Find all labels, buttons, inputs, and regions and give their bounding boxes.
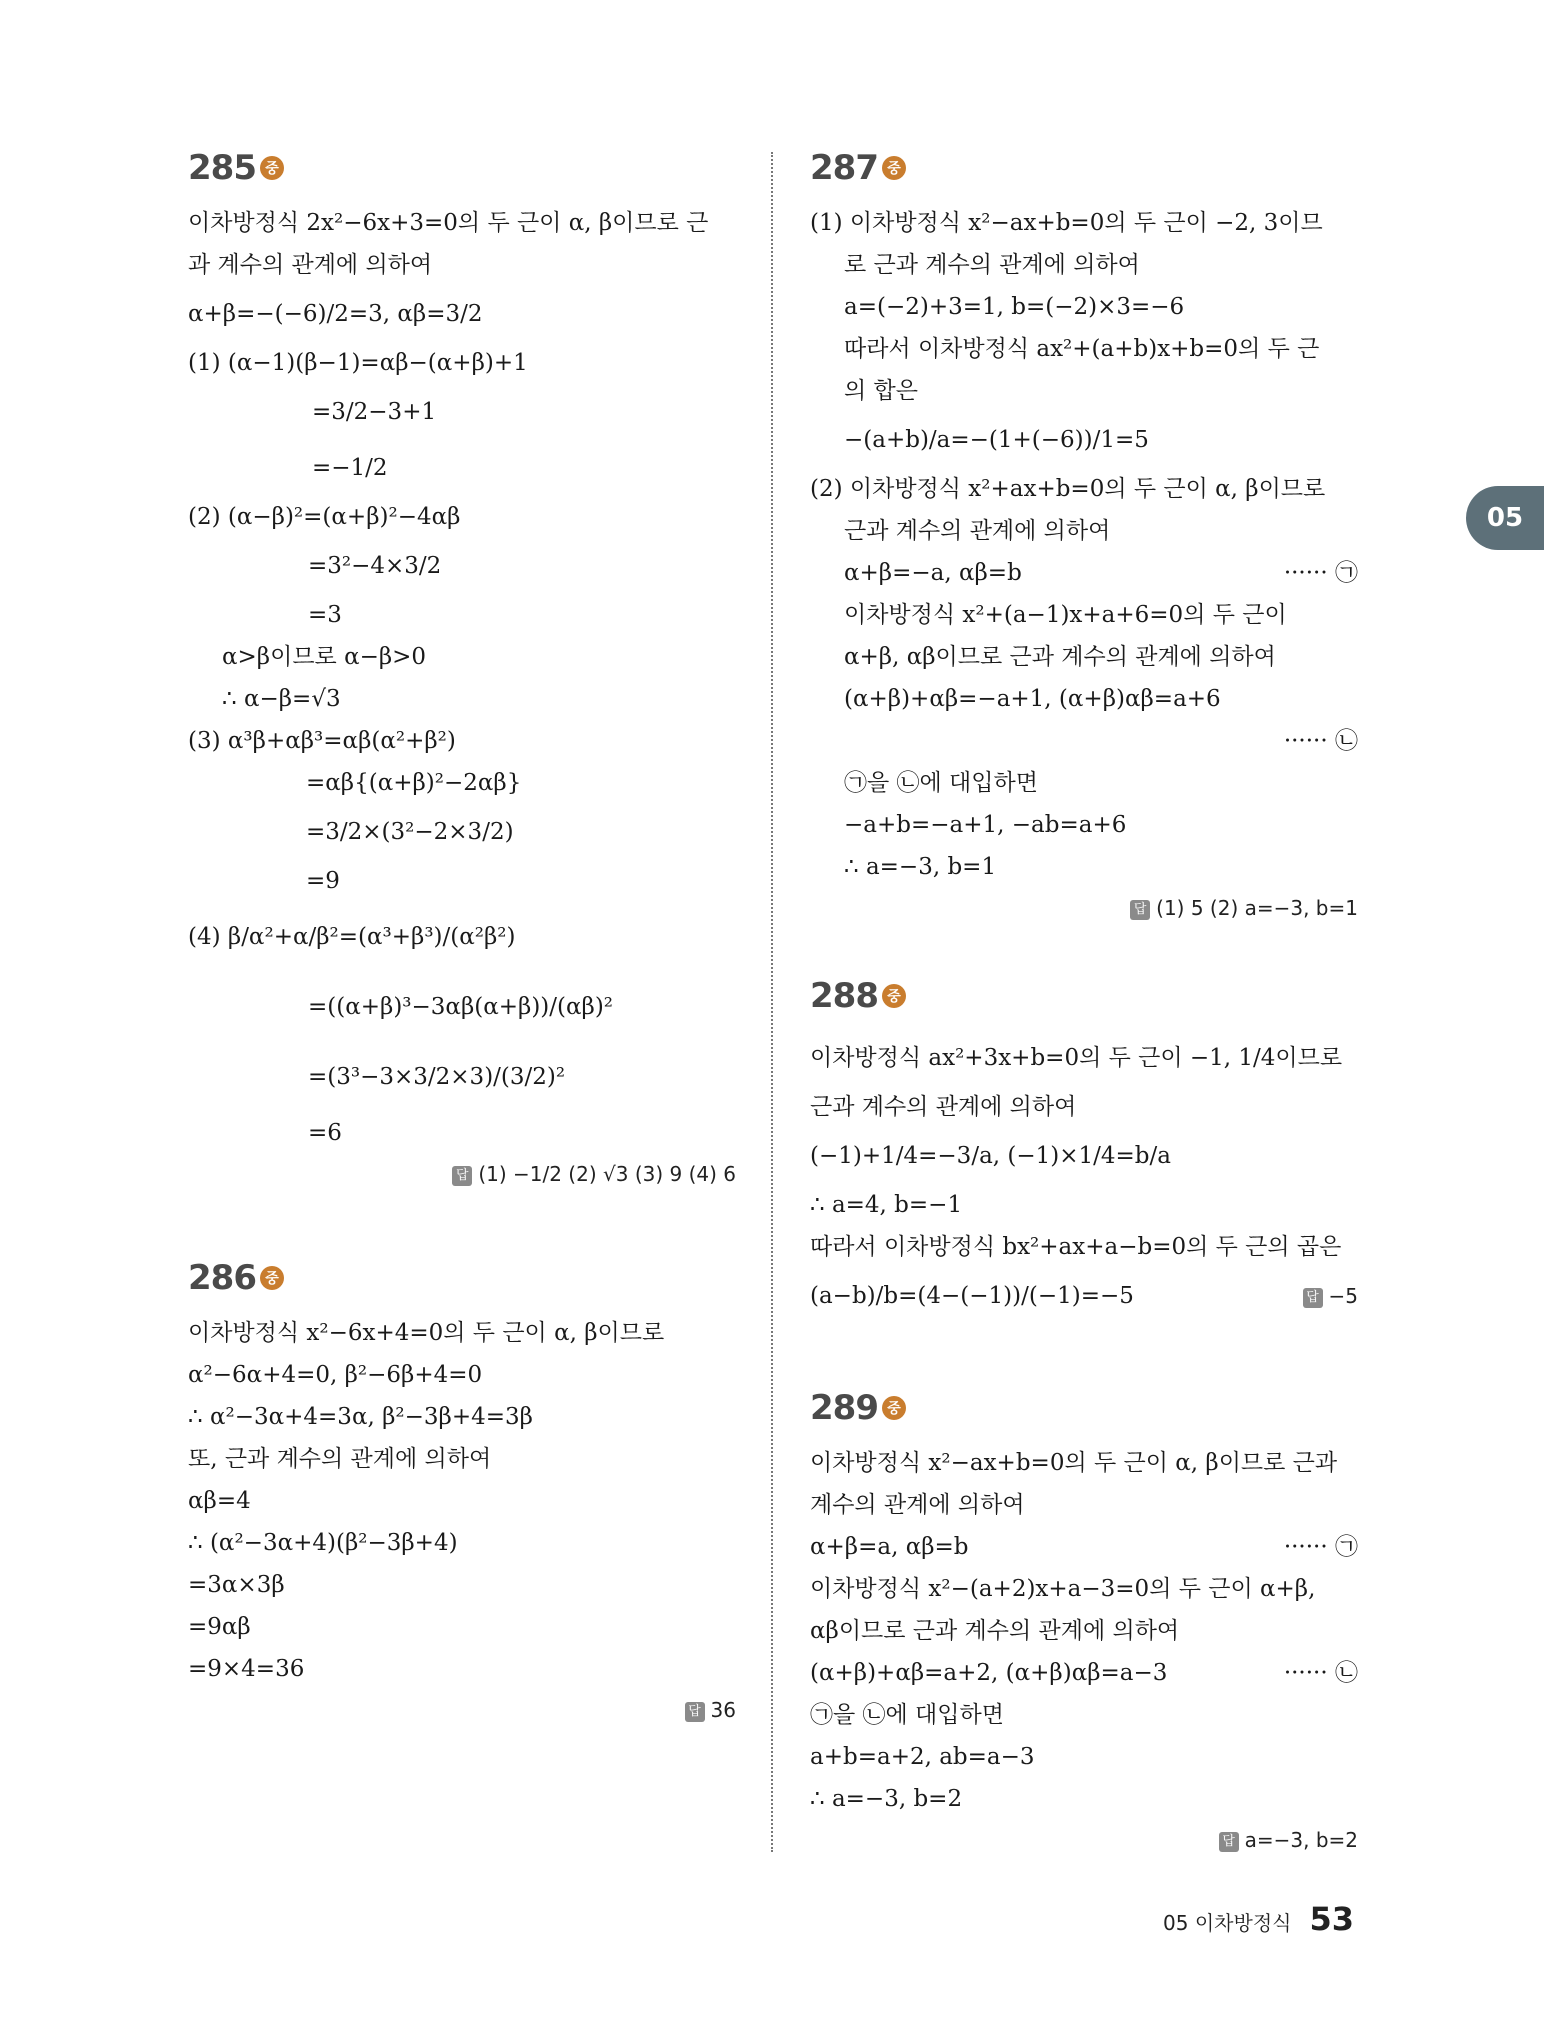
solution-line: ∴ α²−3α+4=3α, β²−3β+4=3β	[188, 1404, 533, 1430]
answer-box	[188, 1690, 736, 1730]
solution-line: 이차방정식 x²−ax+b=0의 두 근이 α, β이므로 근과	[810, 1450, 1338, 1476]
solution-line: 계수의 관계에 의하여	[810, 1492, 1025, 1518]
column-divider	[771, 152, 773, 1852]
left-column	[188, 140, 736, 1730]
equation-mark: ······ ㉡	[1283, 1660, 1358, 1686]
answer-text: (1) −1/2 (2) √3 (3) 9 (4) 6	[478, 1162, 736, 1186]
difficulty-badge: 중	[882, 1396, 906, 1420]
equation: (a−b)/b=(4−(−1))/(−1)=−5	[810, 1283, 1134, 1309]
answer-icon: 답	[685, 1702, 705, 1722]
solution-line	[810, 1652, 1358, 1694]
solution-line: 의 합은	[844, 378, 918, 404]
solution-line: 근과 계수의 관계에 의하여	[844, 518, 1111, 544]
solution-line: 과 계수의 관계에 의하여	[188, 252, 433, 278]
problem-header	[810, 140, 1358, 196]
answer-icon: 답	[1303, 1288, 1323, 1308]
solution-line: =3α×3β	[188, 1572, 285, 1598]
equation: α+β=a, αβ=b	[810, 1534, 969, 1560]
solution-line: (2) (α−β)²=(α+β)²−4αβ	[188, 504, 461, 530]
problem-number: 288	[810, 976, 878, 1016]
problem-287	[810, 140, 1358, 928]
solution-line: =((α+β)³−3αβ(α+β))/(αβ)²	[308, 994, 614, 1020]
solution-line: =αβ{(α+β)²−2αβ}	[306, 770, 522, 796]
solution-line: (3) α³β+αβ³=αβ(α²+β²)	[188, 728, 456, 754]
solution-line: =(3³−3×3/2×3)/(3/2)²	[308, 1064, 566, 1090]
equation-mark: ······ ㉠	[1283, 1534, 1358, 1560]
solution-line: ∴ a=4, b=−1	[810, 1192, 963, 1218]
solution-line	[810, 720, 1358, 762]
solution-line: 이차방정식 x²+(a−1)x+a+6=0의 두 근이	[844, 602, 1287, 628]
chapter-tab: 05	[1466, 486, 1544, 550]
solution-line: α>β이므로 α−β>0	[222, 644, 427, 670]
solution-line	[810, 1268, 1358, 1324]
solution-line: (−1)+1/4=−3/a, (−1)×1/4=b/a	[810, 1143, 1171, 1169]
solution-line: α²−6α+4=0, β²−6β+4=0	[188, 1362, 483, 1388]
solution-line: (α+β)+αβ=−a+1, (α+β)αβ=a+6	[844, 686, 1221, 712]
solution-line: 로 근과 계수의 관계에 의하여	[844, 252, 1140, 278]
difficulty-badge: 중	[260, 156, 284, 180]
solution-line: (1) 이차방정식 x²−ax+b=0의 두 근이 −2, 3이므	[810, 210, 1323, 236]
problem-number: 287	[810, 148, 878, 188]
solution-line: (1) (α−1)(β−1)=αβ−(α+β)+1	[188, 350, 528, 376]
difficulty-badge: 중	[882, 156, 906, 180]
solution-line: (2) 이차방정식 x²+ax+b=0의 두 근이 α, β이므로	[810, 476, 1326, 502]
problem-header	[810, 1380, 1358, 1436]
problem-number: 285	[188, 148, 256, 188]
solution-line: =3/2×(3²−2×3/2)	[306, 819, 514, 845]
right-column	[810, 140, 1358, 1860]
problem-286	[188, 1250, 736, 1730]
solution-line: α+β, αβ이므로 근과 계수의 관계에 의하여	[844, 644, 1276, 670]
solution-line: 따라서 이차방정식 bx²+ax+a−b=0의 두 근의 곱은	[810, 1234, 1342, 1260]
answer-box	[810, 1820, 1358, 1860]
solution-line: ㉠을 ㉡에 대입하면	[844, 770, 1038, 796]
solution-line: =3/2−3+1	[312, 399, 437, 425]
solution-line: αβ이므로 근과 계수의 관계에 의하여	[810, 1618, 1180, 1644]
difficulty-badge: 중	[260, 1266, 284, 1290]
solution-line: ∴ a=−3, b=1	[844, 854, 997, 880]
solution-line: 이차방정식 2x²−6x+3=0의 두 근이 α, β이므로 근	[188, 210, 709, 236]
problem-number: 289	[810, 1388, 878, 1428]
problem-288	[810, 968, 1358, 1324]
answer-icon: 답	[1130, 900, 1150, 920]
page-footer	[1163, 1900, 1354, 1938]
answer-box	[188, 1154, 736, 1194]
solution-line: ∴ (α²−3α+4)(β²−3β+4)	[188, 1530, 458, 1556]
equation-mark: ······ ㉠	[1283, 560, 1358, 586]
answer-text: 36	[710, 1698, 736, 1722]
problem-header	[188, 1250, 736, 1306]
solution-line: =−1/2	[312, 455, 388, 481]
solution-line: 따라서 이차방정식 ax²+(a+b)x+b=0의 두 근	[844, 336, 1320, 362]
equation: α+β=−a, αβ=b	[844, 560, 1022, 586]
solution-line: ∴ a=−3, b=2	[810, 1786, 963, 1812]
page-number: 53	[1309, 1900, 1354, 1938]
solution-line: −(a+b)/a=−(1+(−6))/1=5	[844, 427, 1149, 453]
solution-line: 근과 계수의 관계에 의하여	[810, 1094, 1077, 1120]
answer-icon: 답	[1219, 1832, 1239, 1852]
solution-line: =6	[308, 1120, 342, 1146]
solution-line: 또, 근과 계수의 관계에 의하여	[188, 1446, 492, 1472]
problem-289	[810, 1380, 1358, 1860]
problem-number: 286	[188, 1258, 256, 1298]
solution-line: =9αβ	[188, 1614, 251, 1640]
answer-icon: 답	[452, 1166, 472, 1186]
solution-line: −a+b=−a+1, −ab=a+6	[844, 812, 1127, 838]
problem-285	[188, 140, 736, 1194]
solution-line: =3²−4×3/2	[308, 553, 442, 579]
answer-text: −5	[1328, 1284, 1358, 1308]
solution-line: 이차방정식 x²−(a+2)x+a−3=0의 두 근이 α+β,	[810, 1576, 1316, 1602]
solution-line: 이차방정식 ax²+3x+b=0의 두 근이 −1, 1/4이므로	[810, 1045, 1343, 1071]
solution-line: =9	[306, 868, 340, 894]
solution-line: a=(−2)+3=1, b=(−2)×3=−6	[844, 294, 1185, 320]
solution-line: (4) β/α²+α/β²=(α³+β³)/(α²β²)	[188, 924, 516, 950]
solution-line: ㉠을 ㉡에 대입하면	[810, 1702, 1004, 1728]
equation: (α+β)+αβ=a+2, (α+β)αβ=a−3	[810, 1660, 1168, 1686]
solution-line: =3	[308, 602, 342, 628]
problem-header	[810, 968, 1358, 1024]
solution-line: αβ=4	[188, 1488, 251, 1514]
solution-line: ∴ α−β=√3	[222, 686, 341, 712]
answer-box	[810, 888, 1358, 928]
solution-line	[810, 1526, 1358, 1568]
answer-box	[1303, 1268, 1358, 1324]
equation-mark: ······ ㉡	[1283, 728, 1358, 754]
solution-line: α+β=−(−6)/2=3, αβ=3/2	[188, 301, 483, 327]
difficulty-badge: 중	[882, 984, 906, 1008]
solution-line: a+b=a+2, ab=a−3	[810, 1744, 1035, 1770]
problem-header	[188, 140, 736, 196]
answer-text: a=−3, b=2	[1244, 1828, 1358, 1852]
solution-line	[810, 552, 1358, 594]
solution-line: 이차방정식 x²−6x+4=0의 두 근이 α, β이므로	[188, 1320, 665, 1346]
chapter-title: 05 이차방정식	[1163, 1911, 1292, 1935]
solution-line: =9×4=36	[188, 1656, 305, 1682]
answer-text: (1) 5 (2) a=−3, b=1	[1156, 896, 1358, 920]
